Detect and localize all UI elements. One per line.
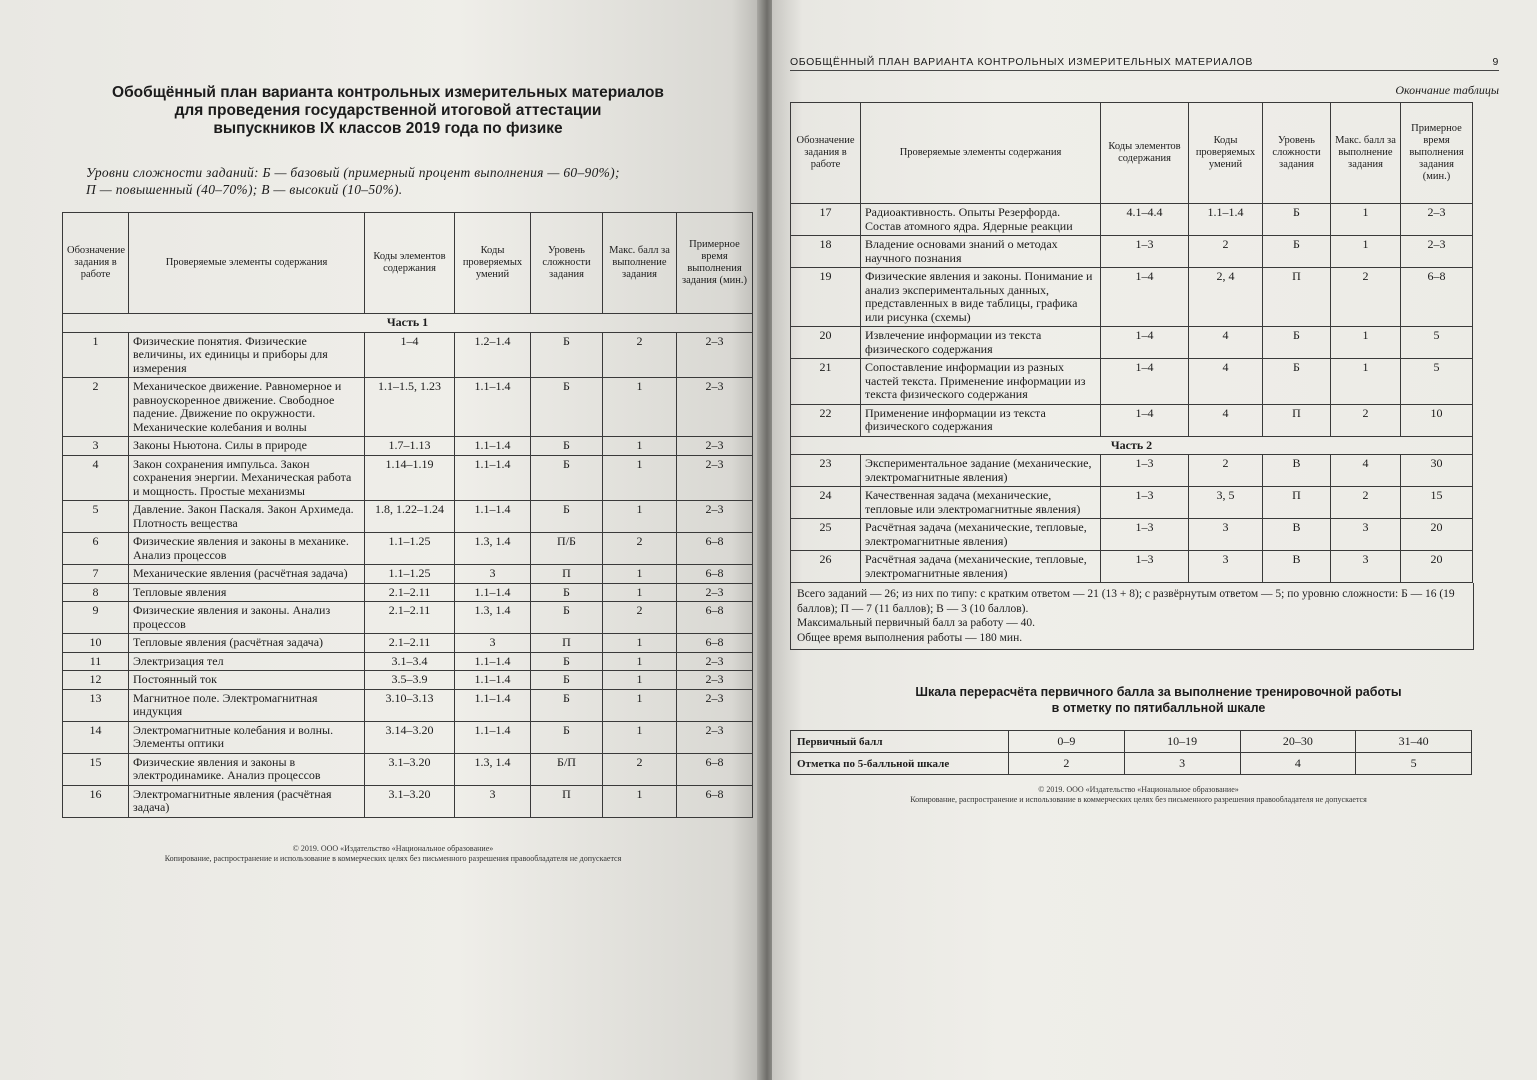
difficulty-level: Б — [531, 332, 603, 378]
row-label: Отметка по 5-балльной шкале — [791, 753, 1009, 775]
skill-codes: 1.1–1.4 — [455, 671, 531, 690]
content-elements: Электромагнитные колебания и волны. Элементы оптики — [129, 721, 365, 753]
time-minutes: 2–3 — [677, 671, 753, 690]
max-score: 1 — [603, 689, 677, 721]
time-minutes: 5 — [1401, 359, 1473, 405]
content-codes: 1–3 — [1101, 487, 1189, 519]
task-number: 1 — [63, 332, 129, 378]
max-score: 1 — [1331, 359, 1401, 405]
skill-codes: 4 — [1189, 327, 1263, 359]
table-row — [63, 634, 753, 653]
difficulty-levels-note: Уровни сложности заданий: Б — базовый (примерный процент выполнения — 60–90%); П — повышенный (40–70%); В — высокий (10–50%). — [86, 165, 620, 197]
time-minutes: 15 — [1401, 487, 1473, 519]
table-row — [791, 487, 1473, 519]
difficulty-level: Б/П — [531, 753, 603, 785]
left-page — [0, 0, 762, 1080]
task-number: 8 — [63, 583, 129, 602]
time-minutes: 6–8 — [677, 634, 753, 653]
content-codes: 3.1–3.20 — [365, 785, 455, 817]
skill-codes: 1.1–1.4 — [455, 689, 531, 721]
max-score: 1 — [603, 785, 677, 817]
task-number: 24 — [791, 487, 861, 519]
content-elements: Расчётная задача (механические, тепловые, электромагнитные явления) — [861, 519, 1101, 551]
skill-codes: 1.1–1.4 — [455, 501, 531, 533]
skill-codes: 3 — [455, 785, 531, 817]
difficulty-level: П — [531, 634, 603, 653]
task-number: 11 — [63, 652, 129, 671]
skill-codes: 4 — [1189, 404, 1263, 436]
task-number: 3 — [63, 437, 129, 456]
max-score: 1 — [603, 634, 677, 653]
time-minutes: 20 — [1401, 519, 1473, 551]
table-header-row — [791, 103, 1473, 204]
time-minutes: 2–3 — [677, 689, 753, 721]
difficulty-level: Б — [531, 671, 603, 690]
difficulty-level: Б — [1263, 327, 1331, 359]
task-number: 21 — [791, 359, 861, 405]
difficulty-level: Б — [531, 455, 603, 501]
task-number: 7 — [63, 565, 129, 584]
content-elements: Извлечение информации из текста физического содержания — [861, 327, 1101, 359]
max-score: 2 — [603, 332, 677, 378]
difficulty-level: Б — [531, 583, 603, 602]
task-number: 9 — [63, 602, 129, 634]
table-row — [791, 519, 1473, 551]
task-number: 5 — [63, 501, 129, 533]
time-minutes: 6–8 — [677, 785, 753, 817]
max-score: 2 — [603, 753, 677, 785]
header-max: Макс. балл за выполнение задания — [603, 213, 677, 314]
content-codes: 3.1–3.20 — [365, 753, 455, 785]
task-number: 22 — [791, 404, 861, 436]
table-row — [791, 455, 1473, 487]
skill-codes: 3 — [455, 634, 531, 653]
skill-codes: 3 — [1189, 551, 1263, 583]
max-score: 2 — [1331, 404, 1401, 436]
skill-codes: 1.3, 1.4 — [455, 753, 531, 785]
max-score: 1 — [603, 721, 677, 753]
table-header-row — [63, 213, 753, 314]
content-elements: Закон сохранения импульса. Закон сохранения энергии. Механическая работа и мощность. Простые механизмы — [129, 455, 365, 501]
time-minutes: 6–8 — [677, 753, 753, 785]
max-score: 1 — [603, 437, 677, 456]
header-time: Примерное время выполнения задания (мин.) — [1401, 103, 1473, 204]
time-minutes: 2–3 — [677, 455, 753, 501]
table-row — [63, 455, 753, 501]
skill-codes: 1.1–1.4 — [1189, 204, 1263, 236]
skill-codes: 1.1–1.4 — [455, 583, 531, 602]
running-header — [790, 56, 1499, 71]
max-score: 3 — [1331, 519, 1401, 551]
row-label: Первичный балл — [791, 731, 1009, 753]
content-codes: 2.1–2.11 — [365, 583, 455, 602]
difficulty-level: Б — [1263, 359, 1331, 405]
skill-codes: 1.2–1.4 — [455, 332, 531, 378]
time-minutes: 2–3 — [677, 378, 753, 437]
content-elements: Электромагнитные явления (расчётная задача) — [129, 785, 365, 817]
content-codes: 4.1–4.4 — [1101, 204, 1189, 236]
table-row — [63, 583, 753, 602]
content-elements: Качественная задача (механические, тепловые или электромагнитные явления) — [861, 487, 1101, 519]
time-minutes: 2–3 — [677, 332, 753, 378]
skill-codes: 4 — [1189, 359, 1263, 405]
task-number: 16 — [63, 785, 129, 817]
task-number: 14 — [63, 721, 129, 753]
difficulty-level: Б — [1263, 204, 1331, 236]
table-row — [63, 378, 753, 437]
table-row — [63, 437, 753, 456]
task-number: 20 — [791, 327, 861, 359]
max-score: 1 — [603, 671, 677, 690]
content-elements: Механическое движение. Равномерное и равноускоренное движение. Свободное падение. Движение по окружности. Механические колебания и волны — [129, 378, 365, 437]
skill-codes: 3 — [455, 565, 531, 584]
time-minutes: 6–8 — [1401, 268, 1473, 327]
content-codes: 1–3 — [1101, 236, 1189, 268]
time-minutes: 2–3 — [677, 437, 753, 456]
skill-codes: 3, 5 — [1189, 487, 1263, 519]
time-minutes: 30 — [1401, 455, 1473, 487]
score-range: 31–40 — [1356, 731, 1472, 753]
max-score: 2 — [603, 533, 677, 565]
plan-table-continued — [790, 102, 1473, 583]
running-header-title: ОБОБЩЁННЫЙ ПЛАН ВАРИАНТА КОНТРОЛЬНЫХ ИЗМЕРИТЕЛЬНЫХ МАТЕРИАЛОВ — [790, 56, 1254, 68]
header-max: Макс. балл за выполнение задания — [1331, 103, 1401, 204]
difficulty-level: Б — [531, 501, 603, 533]
time-minutes: 2–3 — [1401, 204, 1473, 236]
time-minutes: 2–3 — [677, 721, 753, 753]
header-time: Примерное время выполнения задания (мин.) — [677, 213, 753, 314]
content-elements: Давление. Закон Паскаля. Закон Архимеда. Плотность вещества — [129, 501, 365, 533]
task-number: 19 — [791, 268, 861, 327]
content-codes: 1–4 — [1101, 327, 1189, 359]
header-level: Уровень сложности задания — [1263, 103, 1331, 204]
task-number: 25 — [791, 519, 861, 551]
time-minutes: 10 — [1401, 404, 1473, 436]
content-elements: Тепловые явления (расчётная задача) — [129, 634, 365, 653]
content-elements: Радиоактивность. Опыты Резерфорда. Состав атомного ядра. Ядерные реакции — [861, 204, 1101, 236]
content-elements: Расчётная задача (механические, тепловые, электромагнитные явления) — [861, 551, 1101, 583]
table-row — [63, 671, 753, 690]
content-elements: Законы Ньютона. Силы в природе — [129, 437, 365, 456]
content-codes: 2.1–2.11 — [365, 634, 455, 653]
time-minutes: 2–3 — [677, 652, 753, 671]
content-elements: Физические явления и законы в электродинамике. Анализ процессов — [129, 753, 365, 785]
table-row — [791, 204, 1473, 236]
content-codes: 1.1–1.25 — [365, 565, 455, 584]
content-elements: Применение информации из текста физического содержания — [861, 404, 1101, 436]
task-number: 15 — [63, 753, 129, 785]
content-codes: 3.1–3.4 — [365, 652, 455, 671]
skill-codes: 2 — [1189, 236, 1263, 268]
difficulty-level: П — [531, 565, 603, 584]
max-score: 2 — [1331, 268, 1401, 327]
content-codes: 1–4 — [1101, 268, 1189, 327]
task-number: 23 — [791, 455, 861, 487]
table-row — [63, 602, 753, 634]
table-row — [791, 327, 1473, 359]
difficulty-level: П — [1263, 487, 1331, 519]
table-row — [791, 236, 1473, 268]
header-num: Обозначение задания в работе — [791, 103, 861, 204]
content-codes: 3.5–3.9 — [365, 671, 455, 690]
score-range: 10–19 — [1124, 731, 1240, 753]
max-score: 1 — [603, 501, 677, 533]
content-codes: 1–4 — [1101, 359, 1189, 405]
content-codes: 1–3 — [1101, 551, 1189, 583]
table-row — [63, 721, 753, 753]
difficulty-level: П — [531, 785, 603, 817]
task-number: 17 — [791, 204, 861, 236]
content-elements: Механические явления (расчётная задача) — [129, 565, 365, 584]
skill-codes: 1.1–1.4 — [455, 455, 531, 501]
content-elements: Тепловые явления — [129, 583, 365, 602]
time-minutes: 2–3 — [677, 583, 753, 602]
max-score: 2 — [1331, 487, 1401, 519]
max-score: 1 — [603, 565, 677, 584]
page-number: 9 — [1492, 56, 1499, 68]
content-elements: Постоянный ток — [129, 671, 365, 690]
max-score: 4 — [1331, 455, 1401, 487]
right-page — [772, 0, 1537, 1080]
content-elements: Электризация тел — [129, 652, 365, 671]
header-skills: Коды проверяемых умений — [455, 213, 531, 314]
skill-codes: 1.3, 1.4 — [455, 602, 531, 634]
difficulty-level: В — [1263, 519, 1331, 551]
difficulty-level: В — [1263, 551, 1331, 583]
task-number: 10 — [63, 634, 129, 653]
task-number: 13 — [63, 689, 129, 721]
time-minutes: 20 — [1401, 551, 1473, 583]
content-elements: Магнитное поле. Электромагнитная индукция — [129, 689, 365, 721]
time-minutes: 5 — [1401, 327, 1473, 359]
table-row — [63, 652, 753, 671]
content-codes: 1.14–1.19 — [365, 455, 455, 501]
content-codes: 3.14–3.20 — [365, 721, 455, 753]
task-number: 2 — [63, 378, 129, 437]
table-continuation-label: Окончание таблицы — [1395, 83, 1499, 97]
time-minutes: 2–3 — [1401, 236, 1473, 268]
content-codes: 1.8, 1.22–1.24 — [365, 501, 455, 533]
grade-value: 3 — [1124, 753, 1240, 775]
part-heading-row — [63, 314, 753, 333]
table-row — [63, 753, 753, 785]
skill-codes: 1.1–1.4 — [455, 437, 531, 456]
header-elements: Проверяемые элементы содержания — [861, 103, 1101, 204]
content-codes: 1–4 — [1101, 404, 1189, 436]
table-row — [63, 332, 753, 378]
table-row — [791, 359, 1473, 405]
difficulty-level: Б — [531, 689, 603, 721]
grade-scale-table — [790, 730, 1472, 775]
skill-codes: 1.1–1.4 — [455, 378, 531, 437]
time-minutes: 2–3 — [677, 501, 753, 533]
part-heading: Часть 2 — [791, 436, 1473, 455]
difficulty-level: П — [1263, 268, 1331, 327]
task-number: 26 — [791, 551, 861, 583]
part-heading: Часть 1 — [63, 314, 753, 333]
content-codes: 1.1–1.5, 1.23 — [365, 378, 455, 437]
max-score: 3 — [1331, 551, 1401, 583]
table-row — [63, 501, 753, 533]
max-score: 1 — [603, 583, 677, 602]
skill-codes: 1.1–1.4 — [455, 652, 531, 671]
header-codes: Коды элементов содержания — [1101, 103, 1189, 204]
header-elements: Проверяемые элементы содержания — [129, 213, 365, 314]
task-number: 4 — [63, 455, 129, 501]
content-codes: 1.7–1.13 — [365, 437, 455, 456]
max-score: 2 — [603, 602, 677, 634]
content-codes: 1–3 — [1101, 519, 1189, 551]
grade-row — [791, 753, 1472, 775]
difficulty-level: П — [1263, 404, 1331, 436]
table-row — [791, 551, 1473, 583]
max-score: 1 — [603, 455, 677, 501]
header-num: Обозначение задания в работе — [63, 213, 129, 314]
table-row — [63, 689, 753, 721]
table-row — [63, 533, 753, 565]
header-level: Уровень сложности задания — [531, 213, 603, 314]
time-minutes: 6–8 — [677, 533, 753, 565]
skill-codes: 3 — [1189, 519, 1263, 551]
content-elements: Владение основами знаний о методах научного познания — [861, 236, 1101, 268]
grade-value: 4 — [1240, 753, 1356, 775]
max-score: 1 — [603, 652, 677, 671]
task-number: 18 — [791, 236, 861, 268]
table-row — [63, 785, 753, 817]
difficulty-level: Б — [531, 437, 603, 456]
skill-codes: 2, 4 — [1189, 268, 1263, 327]
table-summary: Всего заданий — 26; из них по типу: с кратким ответом — 21 (13 + 8); с развёрнутым ответом — 5; по уровню сложности: Б — 16 (19 баллов); П — 7 (11 баллов); В — 3 (10 баллов). Максимальный первичный балл за работу — 40. Общее время выполнения работы — 180 мин. — [790, 583, 1474, 650]
max-score: 1 — [1331, 236, 1401, 268]
header-skills: Коды проверяемых умений — [1189, 103, 1263, 204]
time-minutes: 6–8 — [677, 602, 753, 634]
content-codes: 1–3 — [1101, 455, 1189, 487]
score-range: 20–30 — [1240, 731, 1356, 753]
difficulty-level: Б — [531, 378, 603, 437]
difficulty-level: Б — [531, 721, 603, 753]
difficulty-level: Б — [531, 602, 603, 634]
skill-codes: 1.3, 1.4 — [455, 533, 531, 565]
skill-codes: 1.1–1.4 — [455, 721, 531, 753]
table-row — [791, 268, 1473, 327]
grade-value: 5 — [1356, 753, 1472, 775]
document-title: Обобщённый план варианта контрольных измерительных материалов для проведения государственной итоговой аттестации выпускников IX классов 2019 года по физике — [112, 84, 664, 137]
task-number: 6 — [63, 533, 129, 565]
copyright-notice: © 2019. ООО «Издательство «Национальное образование» Копирование, распространение и использование в коммерческих целях без письменного разрешения правообладателя не допускается — [910, 785, 1367, 804]
max-score: 1 — [603, 378, 677, 437]
content-elements: Сопоставление информации из разных частей текста. Применение информации из текста физического содержания — [861, 359, 1101, 405]
difficulty-level: В — [1263, 455, 1331, 487]
task-number: 12 — [63, 671, 129, 690]
difficulty-level: Б — [1263, 236, 1331, 268]
time-minutes: 6–8 — [677, 565, 753, 584]
grade-value: 2 — [1009, 753, 1125, 775]
content-codes: 1–4 — [365, 332, 455, 378]
content-elements: Физические явления и законы. Понимание и анализ экспериментальных данных, представленных в виде таблицы, графика или рисунка (схемы) — [861, 268, 1101, 327]
primary-score-row — [791, 731, 1472, 753]
content-codes: 3.10–3.13 — [365, 689, 455, 721]
difficulty-level: Б — [531, 652, 603, 671]
skill-codes: 2 — [1189, 455, 1263, 487]
max-score: 1 — [1331, 204, 1401, 236]
table-row — [791, 404, 1473, 436]
content-elements: Экспериментальное задание (механические, электромагнитные явления) — [861, 455, 1101, 487]
copyright-notice: © 2019. ООО «Издательство «Национальное образование» Копирование, распространение и использование в коммерческих целях без письменного разрешения правообладателя не допускается — [164, 843, 622, 863]
difficulty-level: П/Б — [531, 533, 603, 565]
content-codes: 2.1–2.11 — [365, 602, 455, 634]
score-range: 0–9 — [1009, 731, 1125, 753]
content-elements: Физические явления и законы в механике. Анализ процессов — [129, 533, 365, 565]
max-score: 1 — [1331, 327, 1401, 359]
plan-table-part1 — [62, 212, 753, 818]
scale-title: Шкала перерасчёта первичного балла за выполнение тренировочной работы в отметку по пятибалльной шкале — [915, 685, 1402, 715]
content-elements: Физические понятия. Физические величины, их единицы и приборы для измерения — [129, 332, 365, 378]
content-elements: Физические явления и законы. Анализ процессов — [129, 602, 365, 634]
part-heading-row — [791, 436, 1473, 455]
table-row — [63, 565, 753, 584]
content-codes: 1.1–1.25 — [365, 533, 455, 565]
header-codes: Коды элементов содержания — [365, 213, 455, 314]
